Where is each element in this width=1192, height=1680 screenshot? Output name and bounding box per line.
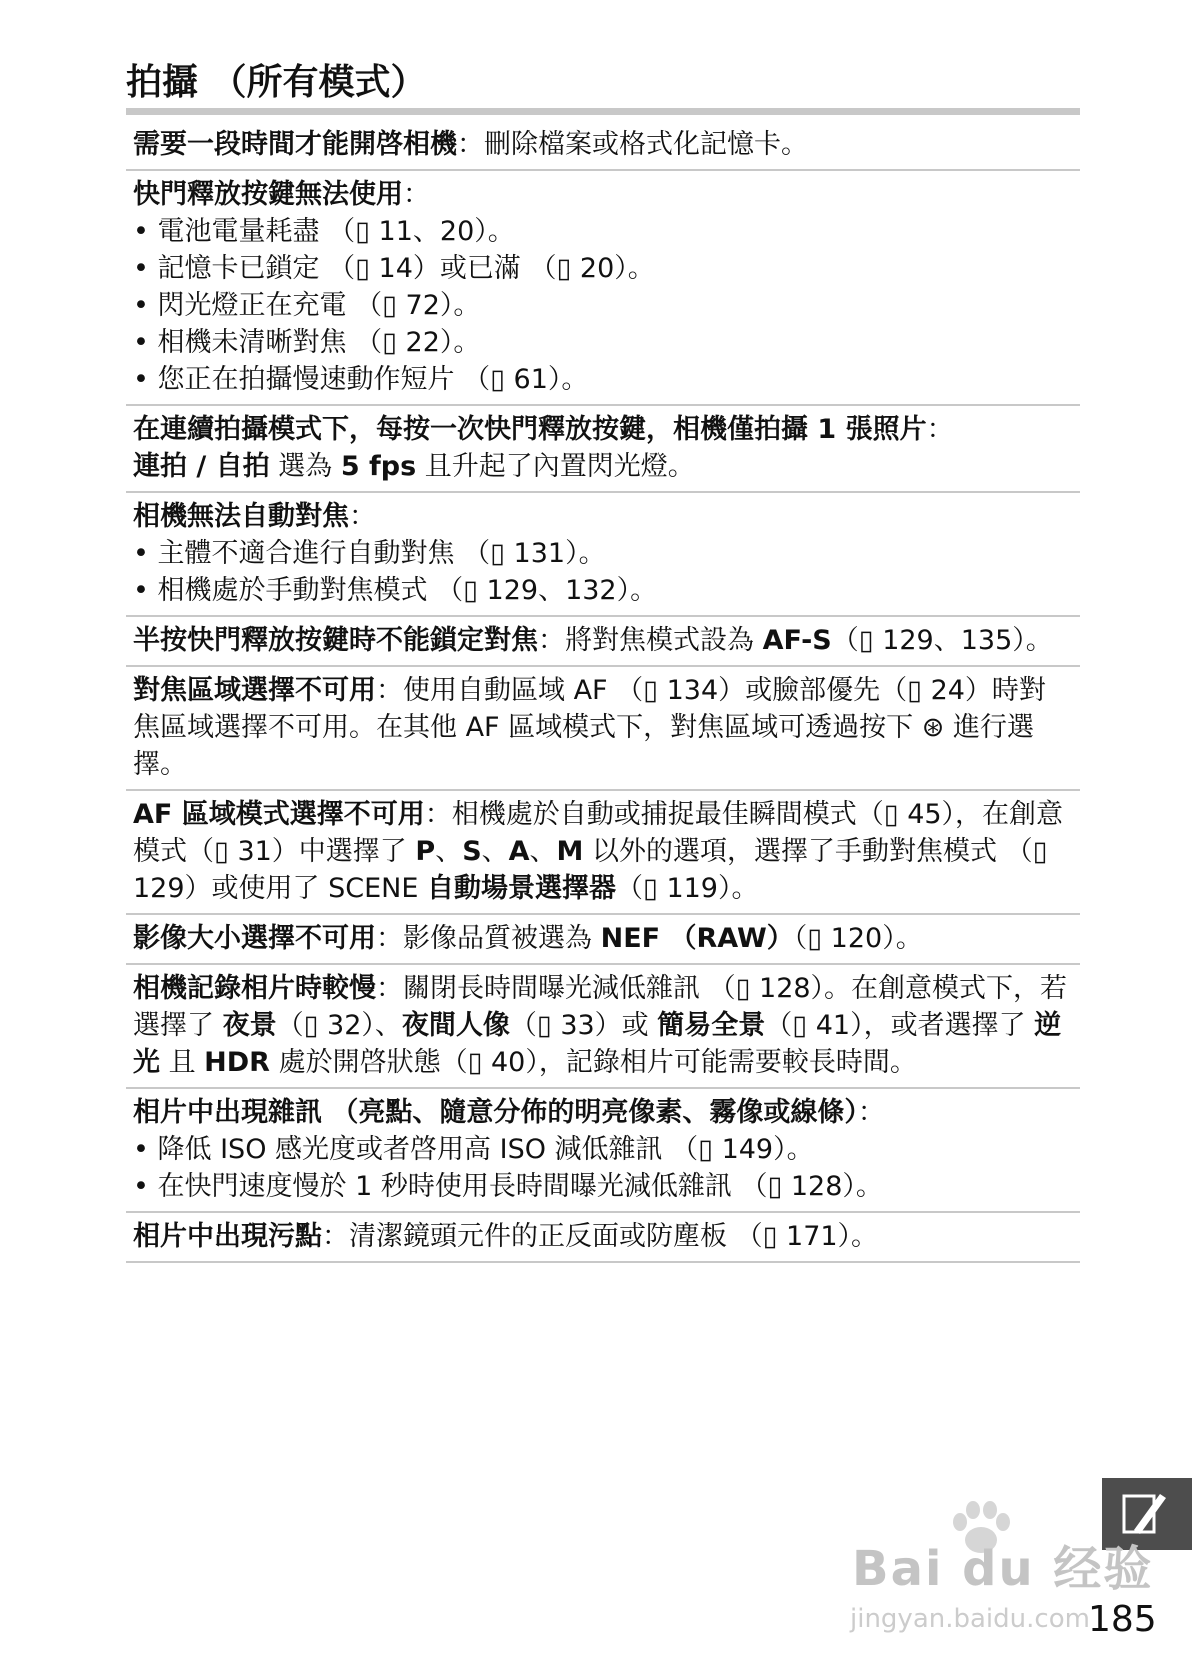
list-item: • 降低 ISO 感光度或者啓用高 ISO 減低雜訊 （▯ 149）。 bbox=[133, 1131, 1072, 1168]
section-noise bbox=[126, 1089, 1080, 1213]
section-continuous-single-frame bbox=[126, 406, 1080, 493]
section-text: ： bbox=[349, 501, 376, 532]
section-focus-lock bbox=[126, 617, 1080, 667]
section-heading: 對焦區域選擇不可用 bbox=[133, 675, 376, 706]
section-text: ： bbox=[403, 179, 430, 210]
section-bold-term: NEF （RAW） bbox=[600, 923, 794, 954]
section-bold-term: 連拍 / 自拍 bbox=[133, 451, 270, 482]
section-bold-term: P bbox=[415, 836, 436, 867]
section-bold-term: 5 fps bbox=[340, 451, 417, 482]
list-item: • 記憶卡已鎖定 （▯ 14）或已滿 （▯ 20）。 bbox=[133, 250, 1072, 287]
section-bold-term: 夜景 bbox=[222, 1010, 277, 1041]
section-focus-area bbox=[126, 667, 1080, 791]
list-item: • 閃光燈正在充電 （▯ 72）。 bbox=[133, 287, 1072, 324]
list-item: • 您正在拍攝慢速動作短片 （▯ 61）。 bbox=[133, 361, 1072, 398]
section-heading: 在連續拍攝模式下，每按一次快門釋放按鍵，相機僅拍攝 1 張照片 bbox=[133, 414, 927, 445]
section-heading: 影像大小選擇不可用 bbox=[133, 923, 376, 954]
section-text: （▯ 129、135）。 bbox=[831, 625, 1053, 656]
section-slow-startup bbox=[126, 121, 1080, 171]
section-text: 、 bbox=[529, 836, 557, 867]
section-text: （▯ 120）。 bbox=[793, 923, 923, 954]
list-item: • 在快門速度慢於 1 秒時使用長時間曝光減低雜訊 （▯ 128）。 bbox=[133, 1168, 1072, 1205]
section-text: （▯ 33）或 bbox=[509, 1010, 658, 1041]
list-item: • 相機未清晰對焦 （▯ 22）。 bbox=[133, 324, 1072, 361]
section-shutter-disabled bbox=[126, 171, 1080, 406]
section-slow-recording bbox=[126, 965, 1080, 1089]
section-text: ：相機處於自動或捕捉最佳瞬間模式（▯ 45），在創意模式（▯ 31）中選擇了 bbox=[133, 799, 1064, 867]
section-bold-term: S bbox=[462, 836, 482, 867]
section-text: ： bbox=[857, 1097, 885, 1128]
page-title: 拍攝 （所有模式） bbox=[126, 62, 427, 103]
section-text: （▯ 119）。 bbox=[616, 873, 759, 904]
section-spots bbox=[126, 1213, 1080, 1263]
section-heading: 相機無法自動對焦 bbox=[133, 501, 349, 532]
section-heading: 相片中出現雜訊 （亮點、隨意分佈的明亮像素、霧像或線條） bbox=[133, 1097, 858, 1128]
section-text: 、 bbox=[481, 836, 509, 867]
section-bold-term: 夜間人像 bbox=[401, 1010, 510, 1041]
section-text: 、 bbox=[435, 836, 463, 867]
section-heading: 需要一段時間才能開啓相機 bbox=[133, 129, 457, 160]
section-bold-term: M bbox=[556, 836, 584, 867]
section-no-autofocus bbox=[126, 493, 1080, 617]
section-af-area-mode bbox=[126, 791, 1080, 915]
section-bold-term: HDR bbox=[204, 1047, 270, 1078]
section-bold-term: 自動場景選擇器 bbox=[427, 873, 617, 904]
section-bold-term: AF-S bbox=[762, 625, 832, 656]
watermark-url: jingyan.baidu.com bbox=[850, 1604, 1090, 1634]
troubleshooting-list bbox=[126, 121, 1080, 1263]
section-text: ：影像品質被選為 bbox=[376, 923, 601, 954]
section-text: 選為 bbox=[269, 451, 341, 482]
section-bold-term: 簡易全景 bbox=[657, 1010, 766, 1041]
section-text: ：清潔鏡頭元件的正反面或防塵板 （▯ 171）。 bbox=[322, 1221, 879, 1252]
section-bold-term: 逆光 bbox=[133, 1010, 1062, 1078]
section-heading: 相機記錄相片時較慢 bbox=[133, 973, 376, 1004]
list-item: • 相機處於手動對焦模式 （▯ 129、132）。 bbox=[133, 572, 1072, 609]
section-text: ：使用自動區域 AF （▯ 134）或臉部優先（▯ 24）時對焦區域選擇不可用。在其他 AF 區域模式下，對焦區域可透過按下 ⊛ 進行選擇。 bbox=[133, 675, 1046, 780]
section-text: 且 bbox=[160, 1047, 205, 1078]
section-text: （▯ 41），或者選擇了 bbox=[765, 1010, 1035, 1041]
section-heading: 半按快門釋放按鍵時不能鎖定對焦 bbox=[133, 625, 538, 656]
section-text: ： bbox=[926, 414, 954, 445]
title-rule bbox=[126, 108, 1080, 115]
section-text: 以外的選項，選擇了手動對焦模式 （▯ 129）或使用了 SCENE bbox=[133, 836, 1048, 904]
section-bold-term: A bbox=[508, 836, 530, 867]
section-text: 且升起了內置閃光燈。 bbox=[416, 451, 695, 482]
section-image-size bbox=[126, 915, 1080, 965]
section-heading: 相片中出現污點 bbox=[133, 1221, 322, 1252]
section-text: ：刪除檔案或格式化記憶卡。 bbox=[457, 129, 808, 160]
section-heading: AF 區域模式選擇不可用 bbox=[133, 799, 425, 830]
list-item: • 電池電量耗盡 （▯ 11、20）。 bbox=[133, 213, 1072, 250]
list-item: • 主體不適合進行自動對焦 （▯ 131）。 bbox=[133, 535, 1072, 572]
section-heading: 快門釋放按鍵無法使用 bbox=[133, 179, 403, 210]
section-text: （▯ 32）、 bbox=[276, 1010, 402, 1041]
page-number: 185 bbox=[1088, 1599, 1157, 1640]
section-text: 處於開啓狀態（▯ 40），記錄相片可能需要較長時間。 bbox=[269, 1047, 917, 1078]
watermark-brand: Bai du 经验 bbox=[852, 1541, 1154, 1597]
section-text: ：關閉長時間曝光減低雜訊 （▯ 128）。在創意模式下，若選擇了 bbox=[133, 973, 1068, 1041]
section-text: ：將對焦模式設為 bbox=[538, 625, 763, 656]
